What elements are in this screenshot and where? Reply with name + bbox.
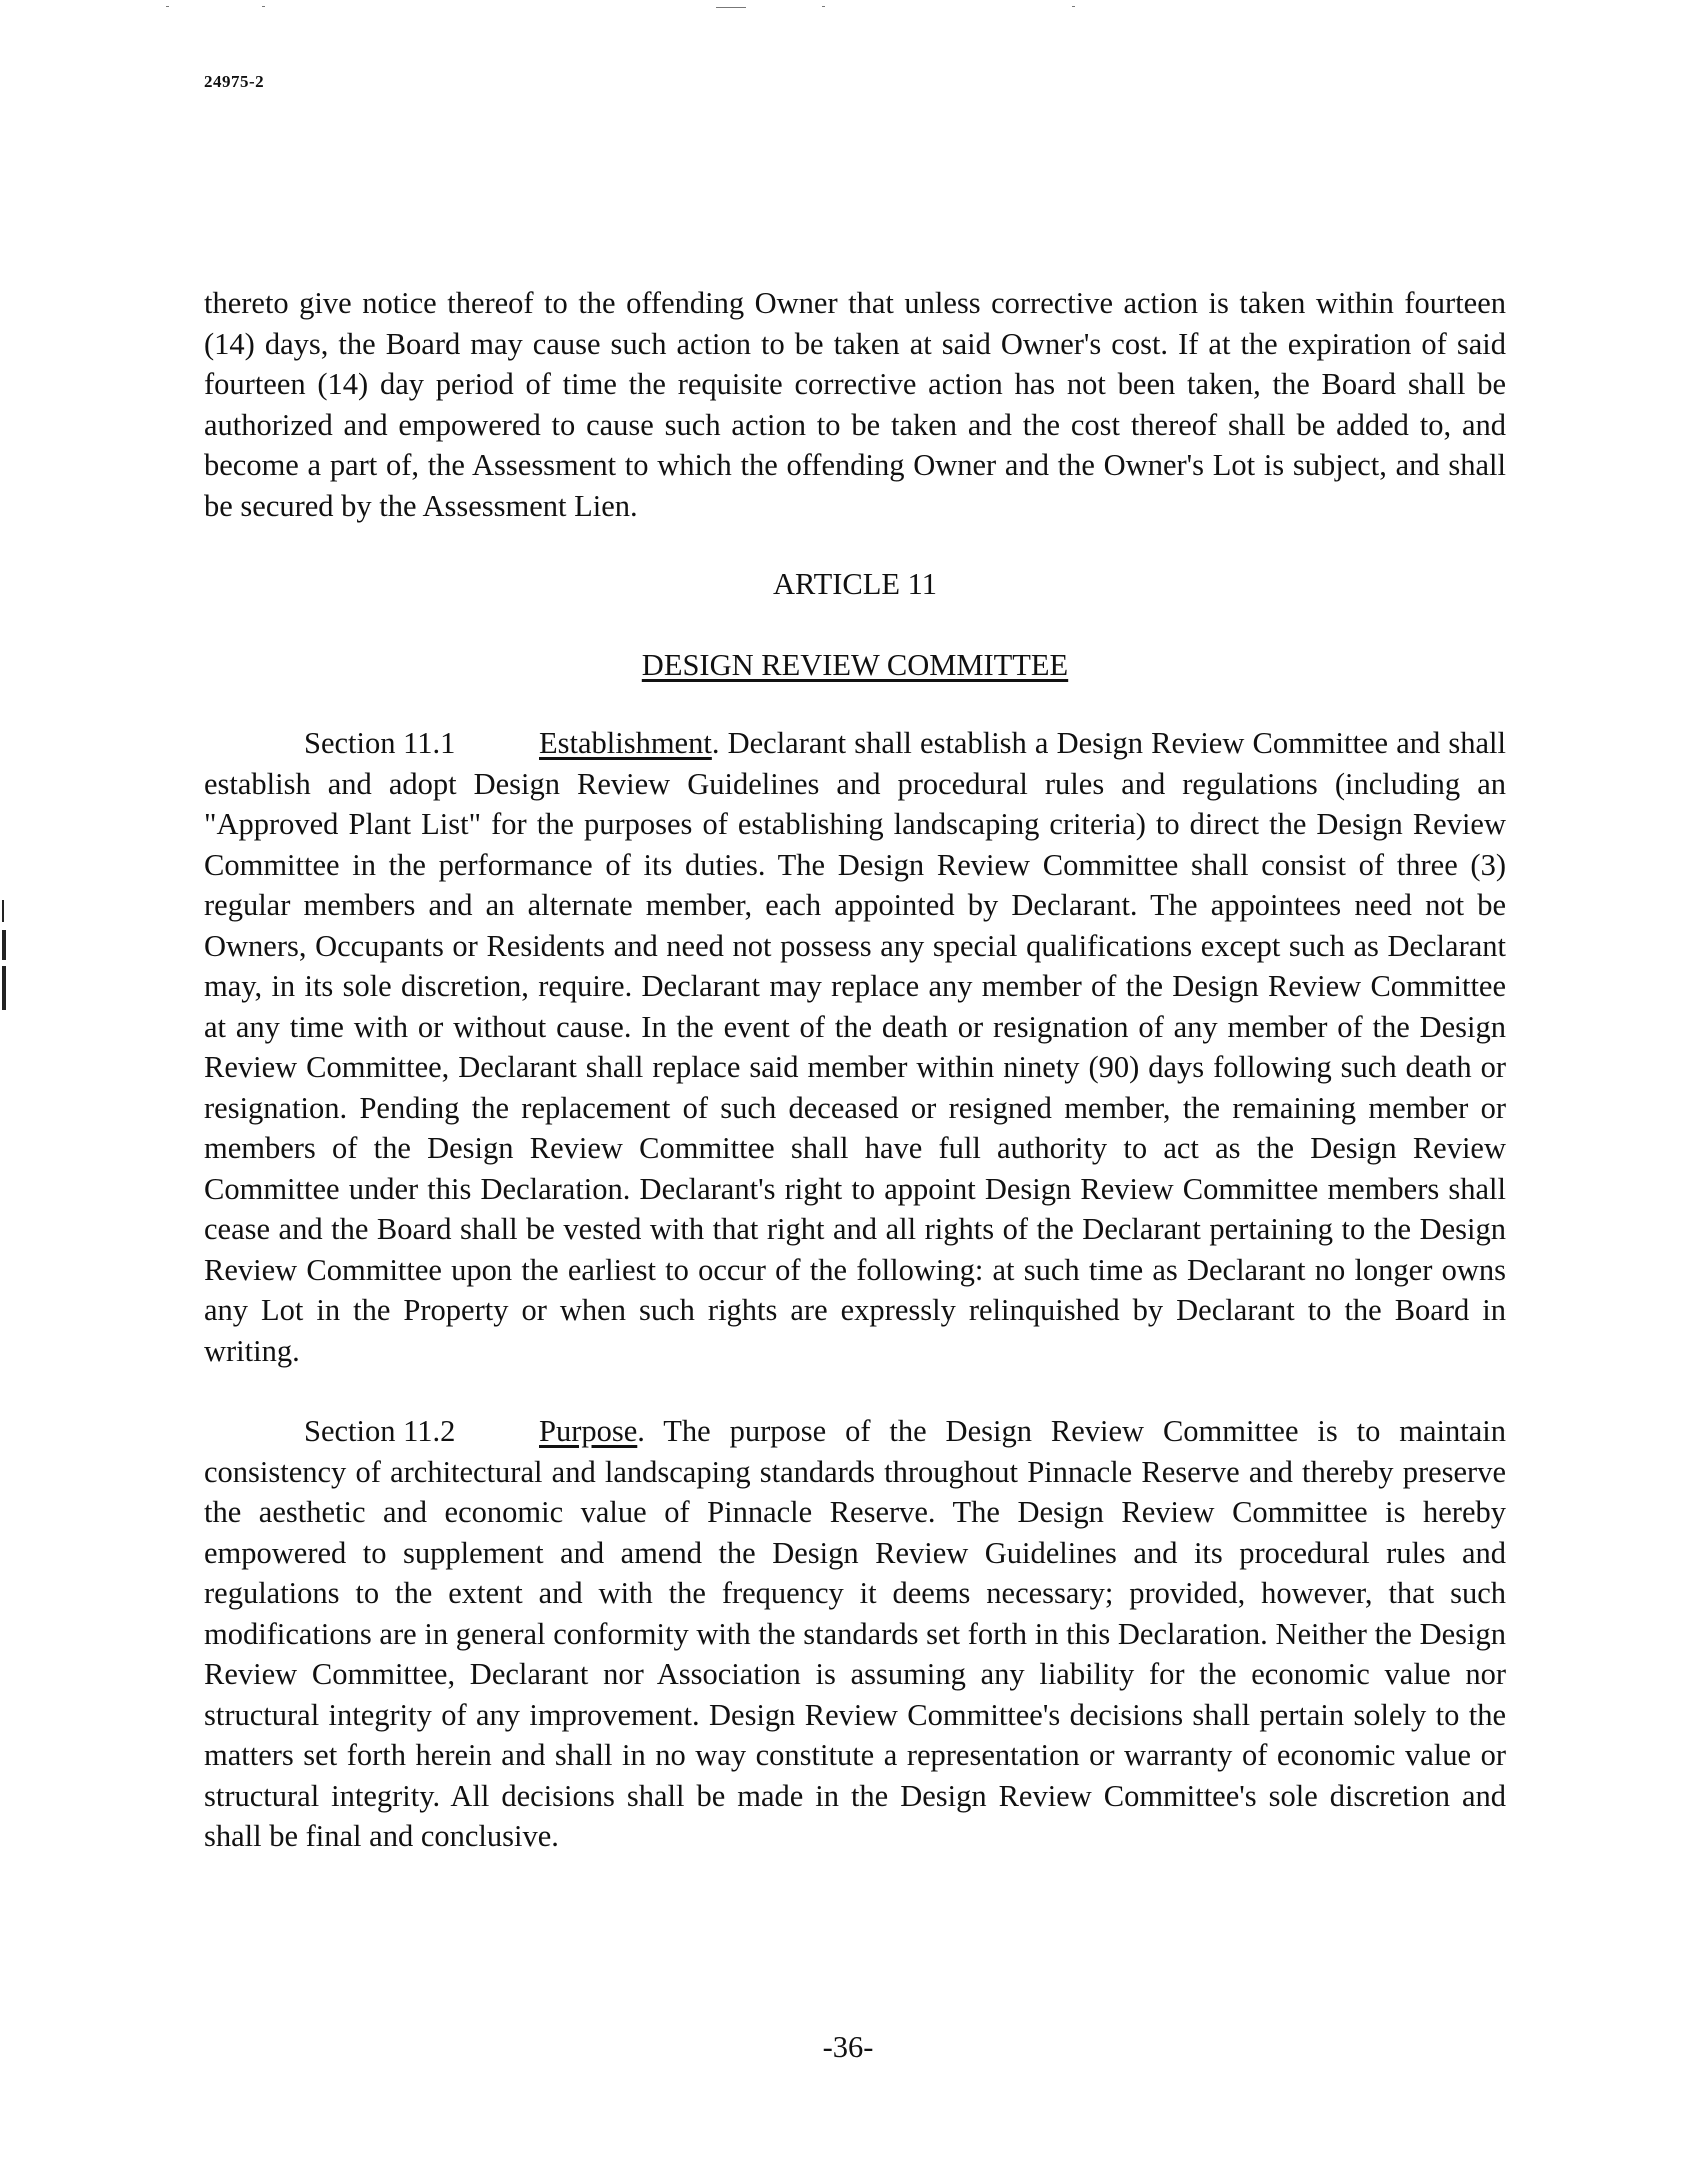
left-edge-scan-mark-3 — [2, 966, 6, 1010]
left-edge-scan-mark-2 — [2, 930, 6, 960]
scan-artifact-top-1 — [166, 6, 169, 7]
left-edge-scan-mark-1 — [2, 900, 4, 922]
page-number: -36- — [822, 2030, 874, 2064]
section-title: Purpose — [539, 1414, 638, 1448]
section-number: Section 11.1 — [304, 726, 456, 760]
article-heading: DESIGN REVIEW COMMITTEE — [641, 647, 1069, 682]
scan-artifact-top-3 — [716, 7, 746, 8]
intro-paragraph: thereto give notice thereof to the offending Owner that unless corrective action is taken within fourteen (14) days, the Board may cause such action to be taken at said Owner's cost. If at the expiration of said fourteen (14) day period of time the requisite corrective action has not been taken, the Board shall be authorized and empowered to cause such action to be taken and the cost thereof shall be added to, and become a part of, the Assessment to which the offending Owner and the Owner's Lot is subject, and shall be secured by the Assessment Lien. — [204, 286, 1506, 523]
document-id: 24975-2 — [204, 72, 265, 91]
section-text: . The purpose of the Design Review Committee is to maintain consistency of architectural and landscaping standards throughout Pinnacle Reserve and thereby preserve the aesthetic and economic value of Pinnacle Reserve. The Design Review Committee is hereby empowered to supplement and amend the Design Review Guidelines and its procedural rules and regulations to the extent and with the frequency it deems necessary; provided, however, that such modifications are in general conformity with the standards set forth in this Declaration. Neither the Design Review Committee, Declarant nor Association is assuming any liability for the economic value nor structural integrity of any improvement. Design Review Committee's decisions shall pertain solely to the matters set forth herein and shall in no way constitute a representation or warranty of economic value or structural integrity. All decisions shall be made in the Design Review Committee's sole discretion and shall be final and conclusive. — [204, 1414, 1506, 1853]
scan-artifact-top-5 — [1072, 6, 1075, 7]
scan-artifact-top-4 — [822, 6, 825, 7]
section-title: Establishment — [539, 726, 712, 760]
scan-artifact-top-2 — [262, 6, 265, 7]
article-title: ARTICLE 11 — [773, 567, 937, 601]
section-number: Section 11.2 — [304, 1414, 456, 1448]
section-11-1 — [204, 723, 1506, 1371]
section-11-2 — [204, 1411, 1506, 1857]
document-body — [204, 283, 1506, 1857]
section-text: . Declarant shall establish a Design Review Committee and shall establish and adopt Design Review Guidelines and procedural rules and regulations (including an "Approved Plant List" for the purposes of establishing landscaping criteria) to direct the Design Review Committee in the performance of its duties. The Design Review Committee shall consist of three (3) regular members and an alternate member, each appointed by Declarant. The appointees need not be Owners, Occupants or Residents and need not possess any special qualifications except such as Declarant may, in its sole discretion, require. Declarant may replace any member of the Design Review Committee at any time with or without cause. In the event of the death or resignation of any member of the Design Review Committee, Declarant shall replace said member within ninety (90) days following such death or resignation. Pending the replacement of such deceased or resigned member, the remaining member or members of the Design Review Committee shall have full authority to act as the Design Review Committee under this Declaration. Declarant's right to appoint Design Review Committee members shall cease and the Board shall be vested with that right and all rights of the Declarant pertaining to the Design Review Committee upon the earliest to occur of the following: at such time as Declarant no longer owns any Lot in the Property or when such rights are expressly relinquished by Declarant to the Board in writing. — [204, 726, 1506, 1368]
